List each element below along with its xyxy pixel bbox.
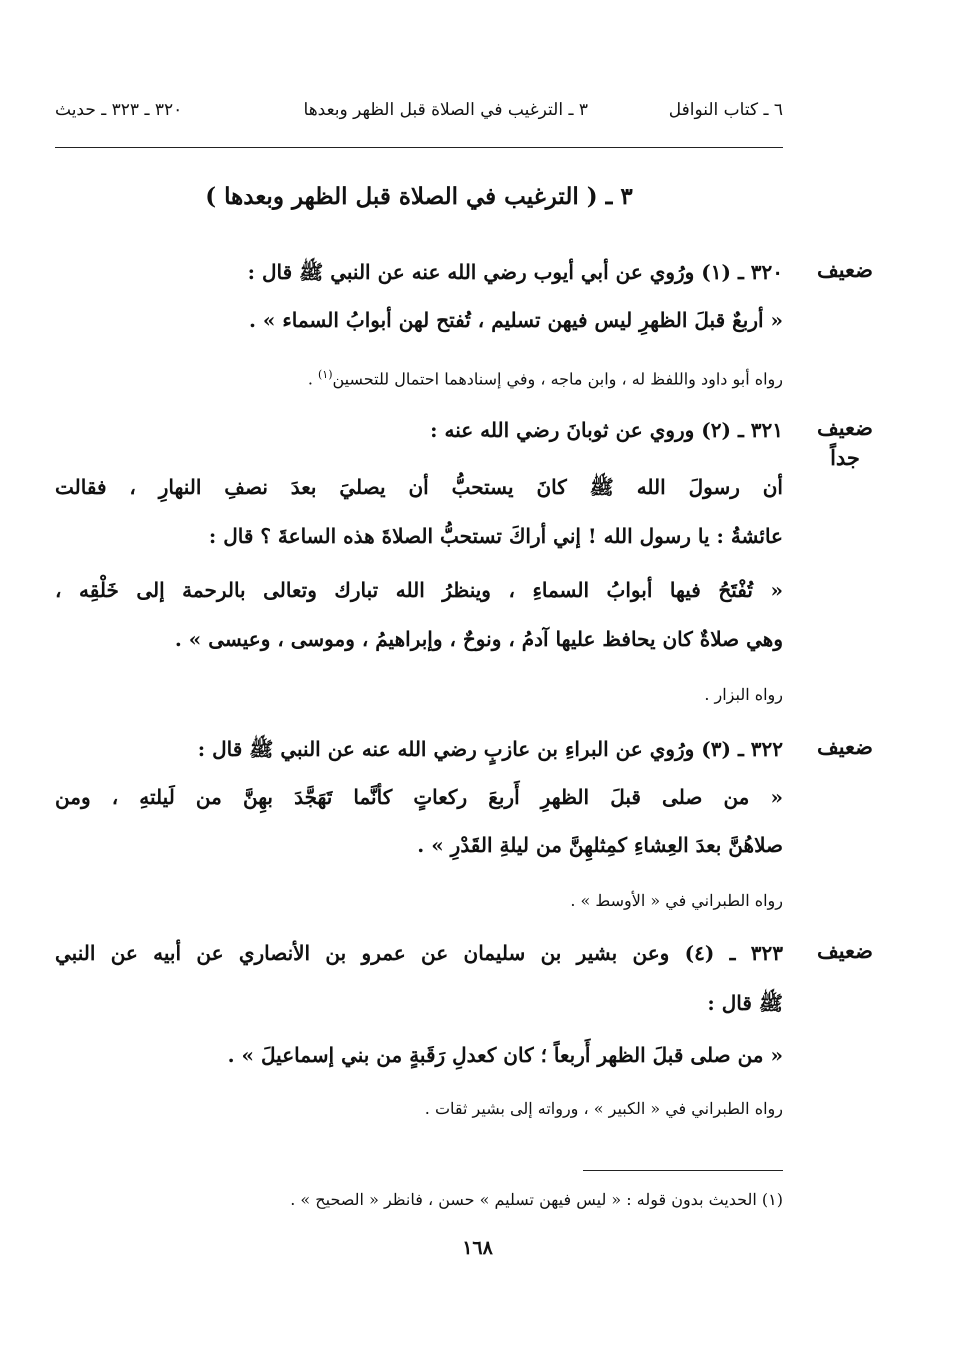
grade-qualifier: جداً xyxy=(830,445,860,470)
grade-label: ضعيف xyxy=(816,415,874,440)
hadith-320-intro: ٣٢٠ ـ (١) ورُوي عن أبي أيوب رضي الله عنه عن النبي ﷺ قال : xyxy=(247,260,783,284)
hadith-322-source: رواه الطبراني في « الأوسط » . xyxy=(570,891,783,910)
chapter-title: ٣ ـ ( الترغيب في الصلاة قبل الظهر وبعدها ) xyxy=(205,183,633,210)
hadith-323-source: رواه الطبراني في « الكبير » ، ورواته إلى بشير ثقات . xyxy=(424,1099,783,1118)
hadith-322-line: « من صلى قبلَ الظهرِ أَربعَ ركعاتٍ كأنَّما تَهَجَّدَ بهِنَّ من لَيلتهِ ، ومن xyxy=(55,785,783,809)
hadith-323-line: ﷺ قال : xyxy=(707,991,783,1015)
header-divider xyxy=(55,147,783,148)
hadith-321-source: رواه البزار . xyxy=(704,685,783,704)
hadith-grade xyxy=(810,732,880,762)
hadith-grade xyxy=(810,255,880,285)
hadith-323-text: « من صلى قبلَ الظهر أَربعاً ؛ كان كعدلِ رَقَبةٍ من بني إسماعيلَ » . xyxy=(227,1043,783,1067)
footnote-divider xyxy=(583,1170,783,1171)
running-head xyxy=(55,100,783,134)
running-head-range: ٣٢٠ ـ ٣٢٣ ـ حديث xyxy=(55,100,183,120)
hadith-321-intro: ٣٢١ ـ (٢) وروي عن ثوبانَ رضي الله عنه : xyxy=(430,418,783,442)
hadith-320-text: « أربعٌ قبلَ الظهرِ ليس فيهن تسليم ، تُفتح لهن أبوابُ السماء » . xyxy=(248,308,783,332)
hadith-321-line: أن رسولَ الله ﷺ كانَ يستحبُّ أن يصليَ بعدَ نصفِ النهارِ ، فقالت xyxy=(55,475,783,499)
page-number: ١٦٨ xyxy=(462,1237,493,1259)
source-text: رواه أبو داود واللفظ له ، وابن ماجه ، وفي إسنادهما احتمال للتحسين xyxy=(332,369,783,389)
grade-label: ضعيف xyxy=(816,938,874,963)
hadith-322-line: صلاهُنَّ بعدَ العِشاءِ كمِثلهِنَّ من ليلةِ القَدْرِ » . xyxy=(417,833,783,857)
hadith-320-source xyxy=(308,360,783,394)
hadith-323-intro: ٣٢٣ ـ (٤) وعن بشير بن سليمان عن عمرو بن الأنصاري عن أبيه عن النبي xyxy=(55,941,783,965)
source-end: . xyxy=(307,369,318,389)
hadith-321-line: « تُفْتَحُ فيها أبوابُ السماءِ ، وينظرُ الله تبارك وتعالى بالرحمة إلى خَلْقِه ، xyxy=(55,578,783,602)
footnote-reference: (١) xyxy=(317,368,333,381)
hadith-grade xyxy=(810,413,880,473)
hadith-321-line: وهي صلاةٌ كان يحافظ عليها آدمُ ، ونوحٌ ، وإبراهيمُ ، وموسى ، وعيسى » . xyxy=(174,627,783,651)
running-head-section: ٣ ـ الترغيب في الصلاة قبل الظهر وبعدها xyxy=(303,100,588,120)
hadith-grade xyxy=(810,936,880,966)
hadith-321-line: عائشةُ : يا رسول الله ! إني أراكَ تستحبُّ الصلاةَ هذه الساعةَ ؟ قال : xyxy=(208,524,783,548)
grade-label: ضعيف xyxy=(816,734,874,759)
footnote: (١) الحديث بدون قوله : « ليس فيهن تسليم » حسن ، فانظر « الصحيح » . xyxy=(290,1190,783,1209)
running-head-chapter: ٦ ـ كتاب النوافل xyxy=(668,100,783,120)
hadith-322-intro: ٣٢٢ ـ (٣) ورُوي عن البراءِ بن عازبٍ رضي الله عنه عن النبي ﷺ قال : xyxy=(197,737,783,761)
grade-label: ضعيف xyxy=(816,257,874,282)
